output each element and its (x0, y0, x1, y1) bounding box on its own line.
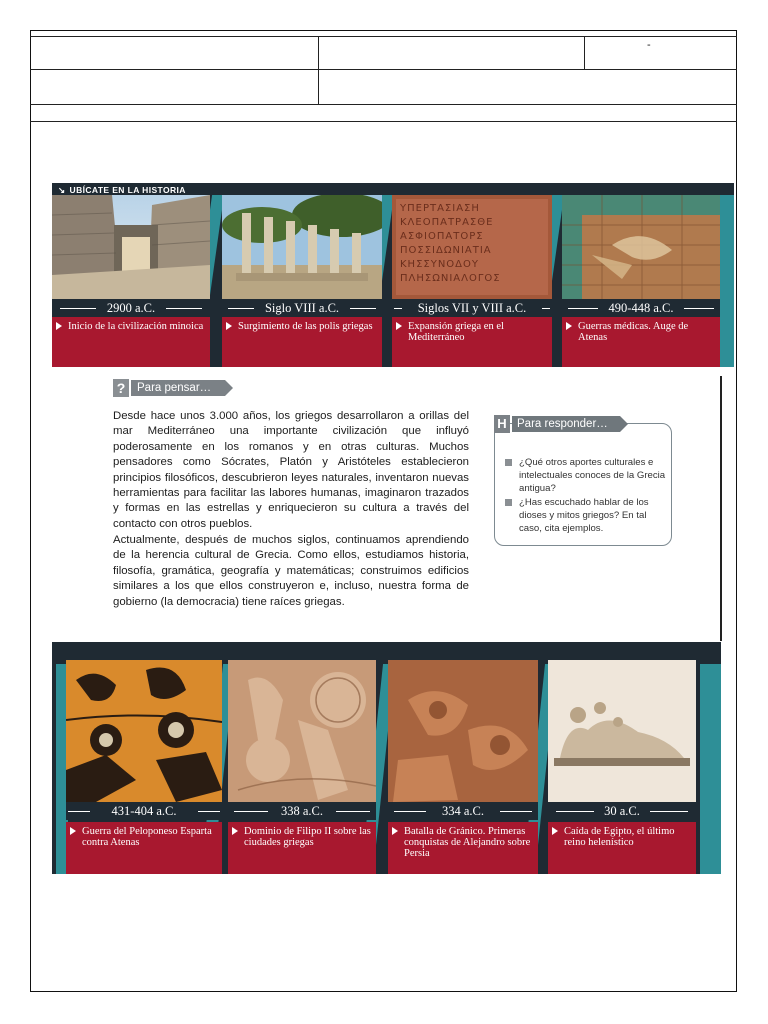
caption-panel (228, 822, 376, 874)
greek-inscription-image (392, 195, 552, 299)
svg-text:ΠΛΗΣΩΝΙΑΛΟΓΟΣ: ΠΛΗΣΩΝΙΑΛΟΓΟΣ (400, 273, 501, 284)
timeline-card (392, 195, 552, 367)
granicus-relief-image (388, 660, 538, 802)
caption-panel (52, 317, 210, 367)
timeline-caption: Guerras médicas. Auge de Atenas (578, 321, 689, 343)
date-rule (568, 308, 598, 309)
caption-panel (388, 822, 538, 874)
timeline-card (562, 195, 720, 367)
date-bar (388, 802, 538, 820)
svg-text:ΑΣΦΙΟΠΑΤΟΡΣ: ΑΣΦΙΟΠΑΤΟΡΣ (400, 231, 484, 242)
bullet-triangle-icon (392, 827, 398, 835)
date-rule (60, 308, 96, 309)
caption-panel (562, 317, 720, 367)
question-text: ¿Has escuchado hablar de los dioses y mitos griegos? En tal caso, cita ejemplos. (519, 497, 649, 534)
header-top-rule (30, 36, 737, 37)
timeline-date: 338 a.C. (280, 804, 323, 818)
reading-paragraph-1: Desde hace unos 3.000 años, los griegos desarrollaron a orillas del mar Mediterráneo una importante civilización que influyó poderosamente en los romanos y en otras culturas. Muchos pensadores como Sócrates, Platón y Aristóteles establecieron principios filosóficos, descubrieron leyes naturales, inventaron nuevas herramientas para facilitar las labores humanas, imaginaron trazados y formas en las estrellas y enriquecieron su cultura a través del contacto con otros pueblos. (113, 410, 469, 530)
date-bar (392, 299, 552, 317)
date-rule (650, 811, 688, 812)
date-rule (166, 308, 202, 309)
date-rule (394, 308, 402, 309)
section-right-rule (720, 376, 722, 641)
timeline-caption: Expansión griega en el Mediterráneo (408, 321, 504, 343)
timeline-caption: Surgimiento de las polis griegas (238, 321, 373, 332)
header-cell-divider (584, 36, 585, 69)
date-bar (228, 802, 376, 820)
timeline-date: Siglos VII y VIII a.C. (417, 301, 527, 315)
date-rule (394, 811, 426, 812)
bottom-timeline (52, 642, 721, 874)
question-mark-icon: ? (113, 379, 129, 397)
battle-relief-image (228, 660, 376, 802)
teal-strip (700, 664, 721, 874)
bullet-triangle-icon (70, 827, 76, 835)
para-responder-box (494, 423, 672, 546)
timeline-date: 30 a.C. (604, 804, 640, 818)
reading-paragraph-2: Actualmente, después de muchos siglos, continuamos aprendiendo de la herencia cultural de Grecia. Como ellos, estudiamos historia, filosofía, gramática, geografía y matemáticas; construimos edificios similares a los que ellos construyeron e, incluso, nuestra forma de gobierno (la democracia) tiene raíces griegas. (113, 534, 469, 608)
caption-panel (66, 822, 222, 874)
timeline-date: 334 a.C. (441, 804, 484, 818)
arrow-icon: ↘ (58, 185, 66, 195)
h-icon: H (494, 415, 510, 433)
bullet-square-icon (505, 459, 512, 466)
temple-ruins-image (222, 195, 382, 299)
nile-sculpture-image (548, 660, 696, 802)
timeline-card (228, 660, 376, 874)
header-bottom-rule (30, 104, 737, 105)
timeline-caption: Dominio de Filipo II sobre las ciudades griegas (244, 826, 371, 848)
bullet-triangle-icon (552, 827, 558, 835)
date-rule (556, 811, 594, 812)
timeline-card (388, 660, 538, 874)
header-dash: - (647, 39, 651, 51)
caption-panel (392, 317, 552, 367)
timeline-card (548, 660, 696, 874)
timeline-caption: Guerra del Peloponeso Esparta contra Atenas (82, 826, 212, 848)
caption-panel (222, 317, 382, 367)
question-item (505, 496, 667, 535)
timeline-date: 490-448 a.C. (608, 301, 674, 315)
caption-panel (548, 822, 696, 874)
timeline-caption: Caída de Egipto, el último reino helenístico (564, 826, 675, 848)
svg-text:ΚΛΕΟΠΑΤΡΑΣΘΕ: ΚΛΕΟΠΑΤΡΑΣΘΕ (400, 217, 494, 228)
svg-text:ΚΗΣΣΥΝΟΔΟΥ: ΚΗΣΣΥΝΟΔΟΥ (400, 259, 479, 270)
bullet-triangle-icon (232, 827, 238, 835)
date-rule (684, 308, 714, 309)
para-pensar-label: Para pensar… (131, 380, 225, 396)
bullet-triangle-icon (56, 322, 62, 330)
timeline-card (66, 660, 222, 874)
date-rule (500, 811, 532, 812)
question-item (505, 456, 667, 495)
timeline-caption: Inicio de la civilización minoica (68, 321, 204, 332)
date-rule (68, 811, 90, 812)
bullet-triangle-icon (226, 322, 232, 330)
timeline-caption: Batalla de Gránico. Primeras conquistas de Alejandro sobre Persia (404, 826, 531, 859)
date-bar (562, 299, 720, 317)
date-rule (336, 811, 370, 812)
lion-gate-image (52, 195, 210, 299)
bullet-triangle-icon (566, 322, 572, 330)
persian-mosaic-image (562, 195, 720, 299)
timeline-card (222, 195, 382, 367)
para-responder-label: Para responder… (512, 416, 620, 432)
warriors-vase-image (66, 660, 222, 802)
date-rule (542, 308, 550, 309)
date-rule (234, 811, 268, 812)
header-cell-divider (318, 36, 319, 104)
teal-strip (718, 195, 734, 367)
bullet-triangle-icon (396, 322, 402, 330)
timeline-title-text: UBÍCATE EN LA HISTORIA (69, 185, 186, 195)
bullet-square-icon (505, 499, 512, 506)
date-bar (222, 299, 382, 317)
date-rule (198, 811, 220, 812)
timeline-card (52, 195, 210, 367)
top-timeline (52, 183, 734, 367)
timeline-date: 431-404 a.C. (111, 804, 177, 818)
date-bar (548, 802, 696, 820)
question-text: ¿Qué otros aportes culturales e intelectuales conoces de la Grecia antigua? (519, 457, 666, 494)
date-rule (228, 308, 254, 309)
svg-text:ΥΠΕΡΤΑΣΙΑΣΗ: ΥΠΕΡΤΑΣΙΑΣΗ (400, 203, 480, 214)
svg-text:ΠΟΣΣΙΔΩΝΙΑΤΙΑ: ΠΟΣΣΙΔΩΝΙΑΤΙΑ (400, 245, 492, 256)
date-bar (66, 802, 222, 820)
timeline-date: Siglo VIII a.C. (264, 301, 340, 315)
timeline-date: 2900 a.C. (106, 301, 156, 315)
header-row-rule (30, 69, 737, 70)
date-rule (350, 308, 376, 309)
header-separator-rule (30, 121, 737, 122)
date-bar (52, 299, 210, 317)
